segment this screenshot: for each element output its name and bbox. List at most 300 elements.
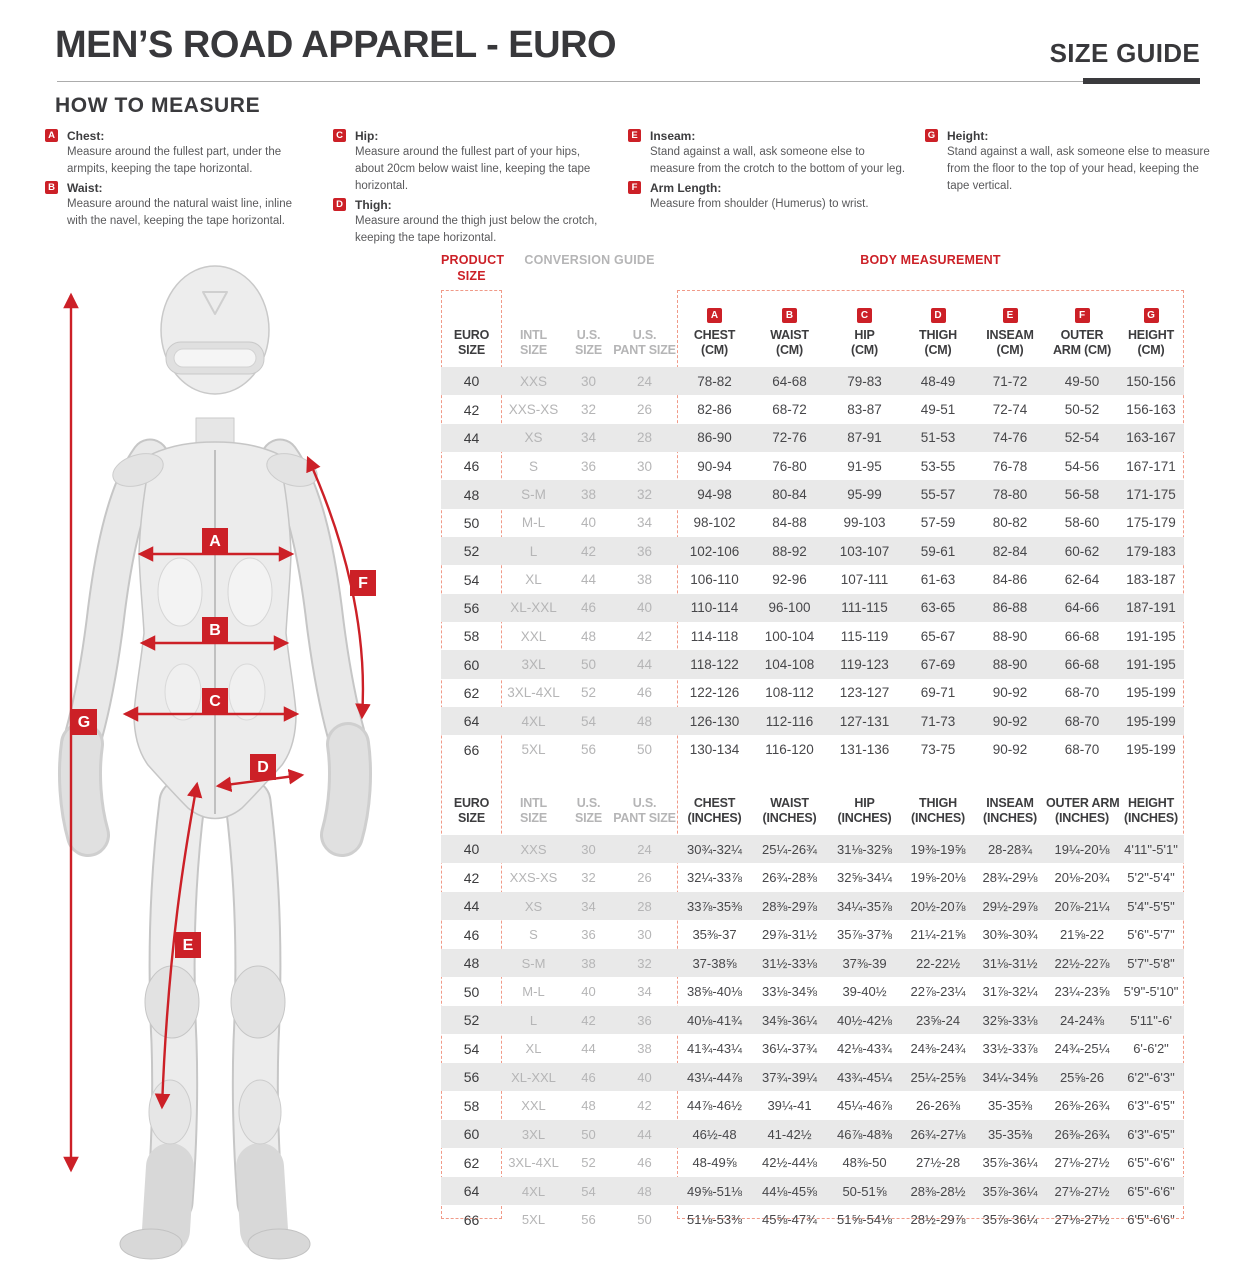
table-cell: 6'5"-6'6" bbox=[1127, 1155, 1175, 1171]
svg-text:G: G bbox=[77, 714, 91, 731]
table-cell: 33½-33⅞ bbox=[982, 1041, 1038, 1057]
table-cell: 34 bbox=[580, 430, 597, 446]
table-row bbox=[441, 565, 1184, 593]
table-cell: 20⅞-21¼ bbox=[1054, 898, 1110, 914]
inches-header bbox=[441, 764, 1184, 835]
table-cell: 64-66 bbox=[1064, 600, 1100, 616]
table-cell: 6'5"-6'6" bbox=[1127, 1183, 1175, 1199]
table-cell: 48-49 bbox=[920, 373, 956, 389]
column-header-label: THIGH bbox=[919, 328, 957, 342]
table-cell: 64 bbox=[463, 1183, 480, 1200]
legend-column-2 bbox=[333, 128, 601, 249]
table-cell: 20⅛-20¾ bbox=[1054, 870, 1110, 886]
measure-text bbox=[947, 128, 1213, 195]
table-cell: 42 bbox=[463, 869, 480, 886]
table-cell: 95-99 bbox=[847, 487, 882, 503]
table-cell: 74-76 bbox=[992, 430, 1028, 446]
table-cell: 71-72 bbox=[992, 373, 1028, 389]
table-cell: 58 bbox=[463, 628, 480, 645]
label-arm-length bbox=[350, 570, 376, 596]
table-cell: 90-92 bbox=[992, 713, 1028, 729]
table-cell: XS bbox=[524, 898, 543, 914]
table-cell: 28½-29⅞ bbox=[910, 1212, 966, 1228]
table-cell: 76-80 bbox=[772, 458, 807, 474]
column-header-label: (INCHES) bbox=[837, 810, 892, 825]
table-cell: 26⅜-26¾ bbox=[1054, 1126, 1110, 1142]
table-cell: 84-86 bbox=[992, 572, 1028, 588]
measure-letter-badge: F bbox=[628, 181, 641, 194]
column-header bbox=[974, 290, 1046, 367]
column-header-label: (INCHES) bbox=[762, 810, 817, 825]
table-cell: 108-112 bbox=[765, 685, 814, 701]
table-cell: 44 bbox=[636, 657, 653, 673]
table-cell: XL-XXL bbox=[511, 1069, 556, 1085]
measure-letter-badge: B bbox=[45, 181, 58, 194]
table-row bbox=[441, 977, 1184, 1006]
table-cell: 44 bbox=[463, 429, 480, 446]
table-cell: 99-103 bbox=[843, 515, 886, 531]
table-row bbox=[441, 1120, 1184, 1149]
table-cell: 163-167 bbox=[1126, 430, 1176, 446]
table-cell: 68-70 bbox=[1064, 685, 1100, 701]
table-cell: 43¼-44⅞ bbox=[687, 1069, 742, 1085]
table-cell: 32⅝-34¼ bbox=[837, 870, 892, 886]
label-waist bbox=[202, 617, 228, 643]
table-cell: M-L bbox=[521, 515, 546, 531]
column-header-label: U.S. bbox=[576, 328, 601, 342]
product-size-group-header: PRODUCT SIZE bbox=[441, 253, 505, 283]
table-cell: 49⅝-51⅛ bbox=[687, 1183, 742, 1199]
table-cell: 39¼-41 bbox=[767, 1098, 812, 1114]
table-row bbox=[441, 424, 1184, 452]
table-cell: 32 bbox=[581, 870, 596, 886]
column-header-label: (INCHES) bbox=[687, 810, 742, 825]
table-cell: 73-75 bbox=[920, 742, 956, 758]
table-cell: 103-107 bbox=[839, 543, 890, 559]
table-cell: 54 bbox=[580, 713, 597, 729]
measure-letter-badge: A bbox=[707, 308, 722, 323]
table-cell: 26-26⅜ bbox=[915, 1098, 961, 1114]
table-cell: 34 bbox=[581, 898, 596, 914]
table-cell: 50 bbox=[636, 742, 653, 758]
table-cell: 25⅝-26 bbox=[1059, 1069, 1105, 1085]
column-header bbox=[677, 290, 752, 367]
table-cell: 90-94 bbox=[697, 458, 732, 474]
table-cell: 22-22½ bbox=[915, 955, 961, 971]
svg-text:C: C bbox=[209, 693, 221, 710]
table-row bbox=[441, 1063, 1184, 1092]
measure-term: Hip: bbox=[355, 129, 379, 143]
table-cell: 156-163 bbox=[1126, 402, 1176, 418]
label-height bbox=[71, 709, 97, 735]
table-cell: 5'6"-5'7" bbox=[1127, 927, 1175, 943]
table-cell: 34¼-35⅞ bbox=[837, 898, 892, 914]
table-cell: 112-116 bbox=[765, 713, 814, 729]
table-row bbox=[441, 452, 1184, 480]
table-cell: 52 bbox=[580, 685, 597, 701]
table-cell: 52 bbox=[581, 1155, 596, 1171]
table-cell: 42 bbox=[636, 628, 653, 644]
measure-letter-badge: E bbox=[628, 129, 641, 142]
column-header-label: (INCHES) bbox=[1055, 810, 1109, 825]
table-cell: 100-104 bbox=[764, 628, 815, 644]
column-header-label: SIZE bbox=[520, 343, 547, 357]
column-header-label: HIP bbox=[854, 795, 875, 810]
table-cell: 51⅝-54⅛ bbox=[837, 1212, 892, 1228]
table-cell: 195-199 bbox=[1126, 685, 1176, 701]
column-header-label: (INCHES) bbox=[1124, 810, 1178, 825]
table-cell: 35⅞-37⅜ bbox=[837, 927, 892, 943]
table-cell: 30⅜-30¾ bbox=[982, 927, 1038, 943]
table-cell: 50 bbox=[581, 1126, 596, 1142]
table-cell: 4XL bbox=[521, 713, 546, 729]
table-cell: 58 bbox=[463, 1097, 480, 1114]
table-cell: 104-108 bbox=[764, 657, 815, 673]
table-cell: XL bbox=[525, 1041, 542, 1057]
measure-definition-chest bbox=[45, 128, 297, 178]
table-cell: 54 bbox=[581, 1183, 596, 1199]
measure-letter-badge: C bbox=[333, 129, 346, 142]
table-cell: M-L bbox=[522, 984, 545, 1000]
table-cell: 42½-44⅛ bbox=[762, 1155, 817, 1171]
table-cell: 44⅛-45⅝ bbox=[762, 1183, 817, 1199]
table-cell: 48 bbox=[463, 955, 480, 972]
column-header-label: U.S. bbox=[576, 795, 601, 810]
column-header bbox=[1118, 290, 1184, 367]
table-cell: 67-69 bbox=[920, 657, 956, 673]
table-cell: 32 bbox=[580, 402, 597, 418]
column-header-label: INSEAM bbox=[986, 795, 1034, 810]
table-cell: 27½-28 bbox=[915, 1155, 961, 1171]
table-cell: 62-64 bbox=[1064, 572, 1100, 588]
table-cell: 36¼-37¾ bbox=[762, 1041, 817, 1057]
table-cell: 44 bbox=[581, 1041, 596, 1057]
table-cell: 66 bbox=[463, 1211, 480, 1228]
table-cell: 23¼-23⅝ bbox=[1054, 984, 1110, 1000]
column-header-label: INSEAM bbox=[986, 328, 1034, 342]
table-cell: 6'2"-6'3" bbox=[1127, 1069, 1175, 1085]
table-cell: 187-191 bbox=[1126, 600, 1176, 616]
column-header-label: OUTER ARM bbox=[1046, 795, 1120, 810]
table-cell: 24 bbox=[636, 373, 653, 389]
table-cell: XXS bbox=[520, 841, 547, 857]
measure-desc: Stand against a wall, ask someone else to measure from the floor to the top of your head, keeping the tape vertical. bbox=[947, 146, 1210, 192]
table-cell: 19¼-20⅛ bbox=[1054, 841, 1110, 857]
table-cell: 36 bbox=[637, 1012, 652, 1028]
table-cell: 27⅛-27½ bbox=[1054, 1212, 1110, 1228]
table-cell: 66-68 bbox=[1064, 628, 1100, 644]
table-cell: 84-88 bbox=[772, 515, 807, 531]
column-header bbox=[827, 290, 902, 367]
rider-figure bbox=[20, 262, 430, 1262]
column-header bbox=[677, 764, 752, 835]
table-cell: 36 bbox=[581, 927, 596, 943]
table-cell: 32 bbox=[637, 955, 652, 971]
measure-text bbox=[650, 180, 869, 213]
measure-text bbox=[650, 128, 906, 178]
table-cell: 44 bbox=[637, 1126, 652, 1142]
header-rule-thin bbox=[57, 81, 1083, 82]
table-cell: 32 bbox=[636, 487, 653, 503]
table-cell: 31⅛-32⅝ bbox=[837, 841, 892, 857]
table-cell: S bbox=[529, 927, 538, 943]
measure-desc: Measure from shoulder (Humerus) to wrist. bbox=[650, 198, 869, 210]
table-cell: 179-183 bbox=[1126, 543, 1176, 559]
table-cell: 28 bbox=[636, 430, 653, 446]
table-cell: 31½-33⅛ bbox=[762, 955, 817, 971]
table-cell: 191-195 bbox=[1126, 657, 1176, 673]
measure-letter-badge: A bbox=[45, 129, 58, 142]
table-cell: 80-84 bbox=[772, 487, 807, 503]
table-cell: 5'11"-6' bbox=[1130, 1012, 1172, 1028]
table-cell: 48⅜-50 bbox=[842, 1155, 887, 1171]
table-cell: XXL bbox=[521, 1098, 546, 1114]
table-cell: 42 bbox=[637, 1098, 652, 1114]
table-cell: 36 bbox=[636, 543, 653, 559]
column-header bbox=[441, 290, 502, 367]
table-cell: 195-199 bbox=[1126, 742, 1176, 758]
table-cell: 22½-22⅞ bbox=[1054, 955, 1110, 971]
table-cell: 37⅜-39 bbox=[842, 955, 887, 971]
label-thigh bbox=[250, 754, 276, 780]
table-cell: 45¼-46⅞ bbox=[837, 1098, 892, 1114]
column-header-label: CHEST bbox=[693, 328, 736, 342]
table-cell: 27⅛-27½ bbox=[1054, 1183, 1110, 1199]
table-cell: L bbox=[529, 1012, 538, 1028]
measure-desc: Stand against a wall, ask someone else to measure from the crotch to the bottom of your leg. bbox=[650, 146, 906, 175]
column-header bbox=[902, 764, 974, 835]
table-row bbox=[441, 1148, 1184, 1177]
table-cell: 21¼-21⅝ bbox=[910, 927, 966, 943]
table-cell: 127-131 bbox=[839, 713, 890, 729]
table-cell: 64 bbox=[463, 713, 480, 730]
column-header-label: HIP bbox=[854, 328, 875, 342]
table-cell: 35⅞-36¼ bbox=[982, 1183, 1038, 1199]
table-cell: 19⅝-20⅛ bbox=[910, 870, 966, 886]
table-cell: 52-54 bbox=[1064, 430, 1100, 446]
table-cell: 71-73 bbox=[920, 713, 956, 729]
table-cell: 40⅛-41¾ bbox=[687, 1012, 742, 1028]
table-row bbox=[441, 892, 1184, 921]
table-row bbox=[441, 1177, 1184, 1206]
table-cell: 90-92 bbox=[992, 742, 1028, 758]
table-cell: 60 bbox=[463, 656, 480, 673]
table-cell: 3XL-4XL bbox=[508, 1155, 559, 1171]
table-cell: 114-118 bbox=[690, 628, 739, 644]
measure-letter-badge: B bbox=[782, 308, 797, 323]
table-cell: 48 bbox=[580, 628, 597, 644]
table-cell: 111-115 bbox=[841, 600, 888, 616]
table-cell: 46½-48 bbox=[692, 1126, 737, 1142]
table-cell: 46 bbox=[581, 1069, 596, 1085]
column-header-label: (INCHES) bbox=[983, 810, 1037, 825]
column-header bbox=[612, 764, 677, 835]
table-cell: XXL bbox=[520, 628, 547, 644]
table-cell: 24 bbox=[637, 841, 652, 857]
table-cell: 79-83 bbox=[847, 373, 882, 389]
column-header-label: (CM) bbox=[1137, 343, 1165, 357]
column-header-label: INTL bbox=[520, 328, 547, 342]
table-row bbox=[441, 1205, 1184, 1234]
table-cell: 27⅛-27½ bbox=[1054, 1155, 1110, 1171]
column-header-label: WAIST bbox=[770, 795, 809, 810]
table-cell: 28-28¾ bbox=[987, 841, 1033, 857]
table-cell: 57-59 bbox=[920, 515, 956, 531]
table-cell: 54 bbox=[463, 571, 480, 588]
table-cell: 38⅝-40⅛ bbox=[687, 984, 742, 1000]
table-cell: XL-XXL bbox=[510, 600, 557, 616]
table-cell: 68-70 bbox=[1064, 742, 1100, 758]
table-cell: 58-60 bbox=[1064, 515, 1100, 531]
table-cell: 30 bbox=[636, 458, 653, 474]
cm-header bbox=[441, 290, 1184, 367]
table-cell: 52 bbox=[463, 543, 480, 560]
table-cell: 4'11"-5'1" bbox=[1124, 841, 1178, 857]
measure-term: Arm Length: bbox=[650, 181, 722, 195]
table-cell: 30 bbox=[580, 373, 597, 389]
table-cell: 24-24⅜ bbox=[1059, 1012, 1105, 1028]
table-cell: 82-86 bbox=[697, 402, 732, 418]
table-cell: 48 bbox=[637, 1183, 652, 1199]
measure-desc: Measure around the natural waist line, inline with the navel, keeping the tape horizontal. bbox=[67, 198, 293, 227]
table-cell: 35⅞-36¼ bbox=[982, 1155, 1038, 1171]
measure-letter-badge: G bbox=[925, 129, 938, 142]
table-row bbox=[441, 863, 1184, 892]
table-cell: S-M bbox=[521, 955, 546, 971]
table-cell: 35⅜-37 bbox=[692, 927, 737, 943]
cm-rows bbox=[441, 367, 1184, 764]
table-row bbox=[441, 622, 1184, 650]
column-header bbox=[1046, 290, 1118, 367]
table-row bbox=[441, 920, 1184, 949]
table-cell: 5'4"-5'5" bbox=[1127, 898, 1175, 914]
measure-term: Waist: bbox=[67, 181, 103, 195]
table-row bbox=[441, 395, 1184, 423]
table-cell: 54-56 bbox=[1064, 458, 1100, 474]
table-cell: 90-92 bbox=[992, 685, 1028, 701]
table-cell: 38 bbox=[580, 487, 597, 503]
measure-desc: Measure around the fullest part, under the armpits, keeping the tape horizontal. bbox=[67, 146, 282, 175]
table-cell: 88-90 bbox=[992, 628, 1028, 644]
label-hip bbox=[202, 688, 228, 714]
table-cell: 42 bbox=[580, 543, 597, 559]
table-cell: 5'7"-5'8" bbox=[1127, 955, 1175, 971]
column-header-label: HEIGHT bbox=[1127, 328, 1175, 342]
table-cell: 35⅞-36¼ bbox=[982, 1212, 1038, 1228]
table-cell: 48 bbox=[463, 486, 480, 503]
measure-term: Chest: bbox=[67, 129, 105, 143]
table-row bbox=[441, 949, 1184, 978]
table-cell: 62 bbox=[463, 1154, 480, 1171]
legend-column-4 bbox=[925, 128, 1213, 197]
column-header-label: PANT SIZE bbox=[613, 810, 676, 825]
table-cell: 118-122 bbox=[690, 657, 739, 673]
column-header-label: SIZE bbox=[458, 810, 485, 825]
column-header bbox=[752, 764, 827, 835]
table-cell: 44 bbox=[463, 898, 480, 915]
table-cell: 28¾-29⅛ bbox=[982, 870, 1038, 886]
table-cell: 30 bbox=[637, 927, 652, 943]
table-row bbox=[441, 480, 1184, 508]
table-cell: 51⅛-53⅜ bbox=[687, 1212, 742, 1228]
cm-header-row bbox=[441, 290, 1184, 367]
table-cell: 28⅜-28½ bbox=[910, 1183, 966, 1199]
table-cell: 26¾-27⅛ bbox=[910, 1126, 966, 1142]
table-cell: 72-76 bbox=[772, 430, 807, 446]
table-cell: XL bbox=[525, 572, 542, 588]
table-cell: 20½-20⅞ bbox=[910, 898, 966, 914]
table-cell: XS bbox=[524, 430, 543, 446]
table-cell: 25¼-25⅝ bbox=[910, 1069, 966, 1085]
table-cell: XXS bbox=[519, 373, 547, 389]
table-cell: 191-195 bbox=[1126, 628, 1176, 644]
column-header-label: WAIST bbox=[770, 328, 809, 342]
size-guide-label: SIZE GUIDE bbox=[1049, 38, 1200, 68]
table-cell: 38 bbox=[637, 1041, 652, 1057]
table-cell: 26 bbox=[637, 870, 652, 886]
table-cell: 39-40½ bbox=[842, 984, 887, 1000]
measure-text bbox=[67, 128, 297, 178]
table-cell: 5'2"-5'4" bbox=[1127, 870, 1175, 886]
svg-text:B: B bbox=[209, 622, 221, 639]
measure-text bbox=[355, 128, 601, 195]
table-row bbox=[441, 735, 1184, 763]
table-cell: 106-110 bbox=[690, 572, 739, 588]
table-cell: 86-88 bbox=[992, 600, 1028, 616]
column-header-label: U.S. bbox=[632, 795, 657, 810]
header-rule-thick bbox=[1083, 78, 1200, 84]
table-cell: 91-95 bbox=[847, 458, 882, 474]
table-cell: 131-136 bbox=[839, 742, 890, 758]
table-cell: 30¾-32¼ bbox=[687, 841, 742, 857]
column-header-label: HEIGHT bbox=[1127, 795, 1175, 810]
table-cell: 22⅞-23¼ bbox=[910, 984, 966, 1000]
table-cell: 32⅝-33⅛ bbox=[982, 1012, 1038, 1028]
column-header-label: (CM) bbox=[776, 343, 803, 357]
table-cell: 53-55 bbox=[920, 458, 956, 474]
table-cell: 40 bbox=[581, 984, 596, 1000]
table-cell: 36 bbox=[580, 458, 597, 474]
table-cell: 34 bbox=[636, 515, 653, 531]
column-header bbox=[502, 764, 565, 835]
table-cell: 41-42½ bbox=[767, 1126, 812, 1142]
table-cell: 35-35⅜ bbox=[987, 1098, 1033, 1114]
table-cell: 5XL bbox=[521, 1212, 546, 1228]
table-cell: 56 bbox=[581, 1212, 596, 1228]
table-cell: 62 bbox=[463, 684, 480, 701]
column-header-label: INTL bbox=[520, 795, 547, 810]
table-cell: 123-127 bbox=[839, 685, 890, 701]
table-cell: 96-100 bbox=[768, 600, 811, 616]
table-cell: 56 bbox=[580, 742, 597, 758]
column-header-label: EURO bbox=[453, 328, 490, 342]
measure-term: Inseam: bbox=[650, 129, 696, 143]
column-header bbox=[441, 764, 502, 835]
measure-letter-badge: E bbox=[1003, 308, 1018, 323]
table-cell: 68-72 bbox=[772, 402, 807, 418]
table-cell: 56 bbox=[463, 1069, 480, 1086]
table-row bbox=[441, 650, 1184, 678]
table-cell: 56-58 bbox=[1064, 487, 1100, 503]
table-cell: 122-126 bbox=[689, 685, 740, 701]
column-header-label: OUTER bbox=[1060, 328, 1104, 342]
table-cell: 46 bbox=[636, 685, 653, 701]
table-cell: 40 bbox=[580, 515, 597, 531]
table-cell: 35-35⅜ bbox=[987, 1126, 1033, 1142]
measure-text bbox=[355, 197, 601, 247]
table-cell: 40 bbox=[636, 600, 653, 616]
table-cell: 45⅝-47¾ bbox=[762, 1212, 817, 1228]
